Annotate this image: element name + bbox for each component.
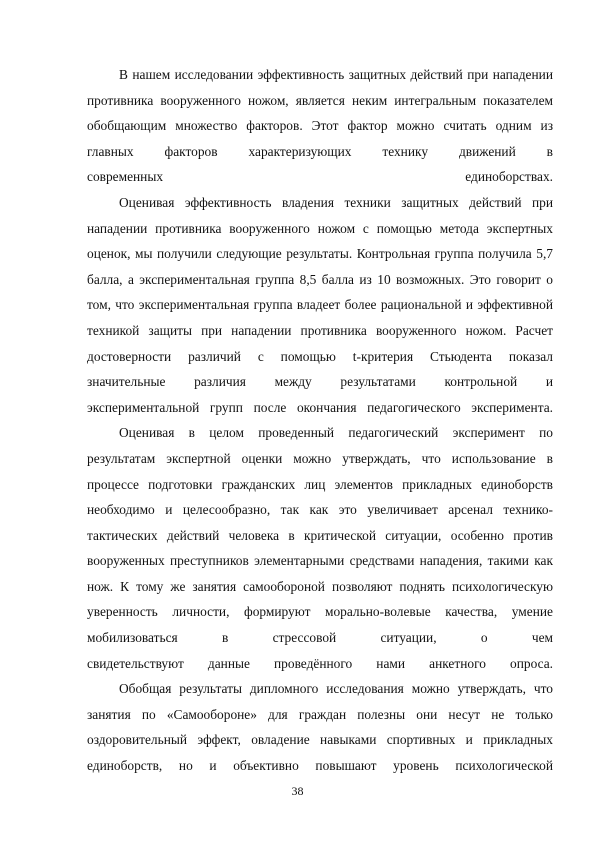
text-line: психологическую уверенность личности, формируют морально-волевые	[87, 578, 553, 620]
page-number: 38	[291, 784, 304, 798]
text-line: говорит о том, что экспериментальная группа владеет более рациональной и	[87, 271, 553, 313]
text-line: нападении противника вооруженного ножом с помощью метода экспертных	[87, 220, 553, 236]
text-line-last: свидетельствуют данные проведённого нами анкетного опроса.	[87, 655, 553, 671]
text-line: вооруженных преступников элементарными средствами нападения, такими	[87, 553, 535, 569]
text-line: 5,7 балла, а экспериментальная группа 8,5 балла из 10 возможных. Это	[87, 246, 553, 287]
text-line: показал значительные различия между результатами контрольной и	[87, 348, 553, 390]
text-line: Оценивая в целом проведенный педагогический эксперимент по	[119, 425, 553, 441]
text-line: Обобщая результаты дипломного исследования можно утверждать, что	[119, 681, 553, 697]
paragraph-2	[87, 190, 553, 420]
text-line: качества, умение мобилизоваться в стрессовой ситуации, о чем	[87, 604, 553, 646]
text-line: единоборств, но и объективно повышают уровень психологической	[87, 758, 553, 774]
text-line: показателем обобщающим множество факторов. Этот фактор можно считать	[87, 92, 553, 134]
paragraph-4	[87, 676, 553, 778]
text-line: результатам экспертной оценки можно утверждать, что использование в	[87, 450, 553, 466]
text-line: нападении противника вооруженного ножом, является неким интегральным	[87, 67, 553, 108]
text-line: занятия по «Самообороне» для граждан полезны они несут не только	[87, 706, 553, 722]
body-text	[87, 62, 553, 779]
text-line-last: экспериментальной групп после окончания педагогического эксперимента.	[87, 399, 553, 415]
text-line: необходимо и целесообразно, так как это увеличивает арсенал технико-	[87, 502, 553, 518]
text-line: эффективной техникой защиты при нападении противника вооруженного	[87, 297, 553, 338]
text-line: В нашем исследовании эффективность защитных действий при	[119, 67, 493, 82]
text-line: как нож. К тому же занятия самообороной позволяют поднять	[87, 553, 553, 594]
text-line: Оценивая эффективность владения техники защитных действий при	[119, 194, 553, 210]
text-line: процессе подготовки гражданских лиц элементов прикладных единоборств	[87, 476, 553, 492]
paragraph-1	[87, 62, 553, 190]
text-line: тактических действий человека в критической ситуации, особенно против	[87, 527, 553, 543]
text-line: одним из главных факторов характеризующих технику движений в	[87, 118, 553, 159]
text-line: оценок, мы получили следующие результаты. Контрольная группа получила	[87, 246, 537, 262]
paragraph-3	[87, 420, 553, 676]
text-line: оздоровительный эффект, овладение навыками спортивных и прикладных	[87, 732, 553, 748]
text-line-last: современных единоборствах.	[87, 169, 553, 185]
text-line: ножом. Расчет достоверности различий с помощью t-критерия Стьюдента	[87, 322, 553, 364]
